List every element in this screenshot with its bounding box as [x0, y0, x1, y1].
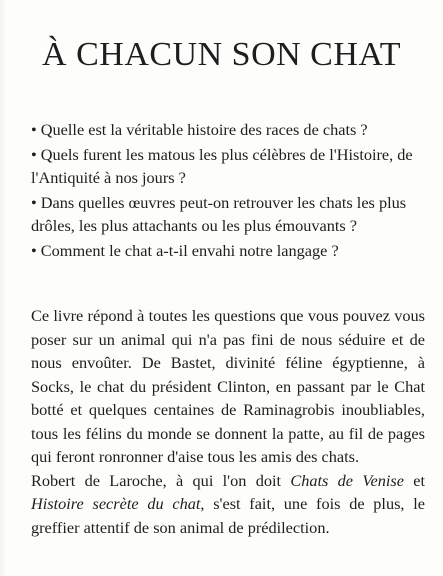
question-text: Quels furent les matous les plus célèbres de l'Histoire, de l'Antiquité à nos jours ? [31, 144, 413, 187]
question-text: Dans quelles œuvres peut-on retrouver les chats les plus drôles, les plus attachants ou les plus émouvants ? [31, 192, 407, 235]
bullet-icon: • [31, 120, 37, 139]
book-reference: Chats de Venise [290, 470, 404, 490]
author-text: Robert de Laroche, à qui l'on doit [31, 470, 291, 490]
question-item [31, 143, 425, 190]
description [31, 304, 425, 539]
author-text: et [403, 470, 425, 490]
book-title: À CHACUN SON CHAT [42, 36, 401, 73]
question-item [31, 191, 425, 238]
bullet-icon: • [31, 144, 37, 164]
author-paragraph [31, 469, 425, 540]
question-item [31, 239, 425, 263]
bullet-icon: • [31, 192, 37, 212]
book-reference: Histoire secrète du chat [31, 494, 201, 513]
question-item [31, 118, 425, 142]
description-paragraph: Ce livre répond à toutes les questions que vous pouvez vous poser sur un animal qui n'a pas fini de nous séduire et de nous envoûter. De Bastet, divinité féline égyptienne, à Socks, le chat du président Clinton, en passant par le Chat botté et quelques centaines de Raminagrobis inoubliables, tous les félins du monde se donnent la patte, au fil de pages qui feront ronronner d'aise tous les amis des chats. [31, 306, 425, 466]
question-list [31, 118, 425, 263]
question-text: Quelle est la véritable histoire des races de chats ? [40, 120, 368, 139]
bullet-icon: • [31, 240, 37, 260]
question-text: Comment le chat a-t-il envahi notre langage ? [40, 240, 339, 260]
author-text: , s'est fait, une fois de plus, le greffier attentif de son animal de prédilection. [31, 494, 425, 537]
